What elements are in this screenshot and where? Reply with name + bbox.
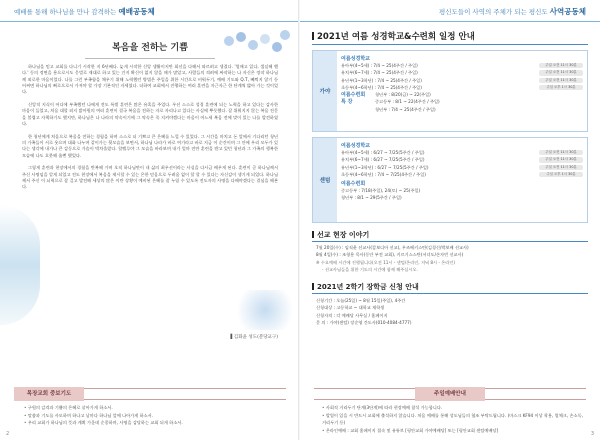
time-badge: 주일 오후 1시 30분 <box>539 85 583 90</box>
gaya-group-special: 특 강 <box>341 99 353 106</box>
essay-body <box>22 64 278 197</box>
list-item: 7월 20일(수) : 임직윤 선교사(캄보디아 선교), 우즈베키스탄(김경신/박보배 선교사) <box>316 245 469 250</box>
prayer-list <box>24 404 284 427</box>
worship-section-band <box>314 388 586 400</box>
list-item: • 구원의 감격과 기쁨의 은혜로 살아가게 하소서. <box>24 404 284 412</box>
schedule-text: 유년부(1~3학년) : 6/27 ~ 7/25(5주간 / 주일) <box>341 164 429 170</box>
list-item: ※ 수요예배 시간에 진행됩니다(오전 11시 - 센텀/온라인, 저녁 8시 - 온라인) <box>316 259 456 265</box>
schedule-text: 중고등부 : 8/1 ~ 22(4주간 / 주일) <box>375 99 440 105</box>
list-item: • 발열이 있을 시 반드시 교회에 출석하지 않습니다. 처음 예배를 통해 성도님들의 협조 부탁드립니다. (마스크 KF94 이상 착용, 열체크, 손소독, 거리두기 등) <box>322 412 588 427</box>
right-page <box>300 0 600 440</box>
time-badge: 주일 오전 11시 30분 <box>539 70 583 75</box>
schedule-text: 청년부 : 7/4 ~ 25(4주간 / 주일) <box>375 106 436 112</box>
mission-title: 선교 현장 이야기 <box>312 230 369 240</box>
essay-title: 복음을 전하는 기쁨 <box>0 40 300 59</box>
left-header-text <box>14 6 155 17</box>
centum-group-vbs: 여름성경학교 <box>341 143 370 149</box>
prayer-section-label: 목장교회 중보기도 <box>14 387 84 401</box>
divider <box>312 293 588 294</box>
time-badge: 주일 오전 11시 30분 <box>539 63 583 68</box>
mission-list <box>316 244 586 273</box>
list-item: • 말씀과 기도를 사모하며 하나고 날마다 하나님 앞에 나아가게 하소서. <box>24 412 284 420</box>
gaya-content <box>341 53 583 113</box>
centum-schedule-box <box>312 137 588 223</box>
gaya-schedule-box <box>312 50 588 132</box>
schedule-text: 초등부(4~6학년) : 7/4 ~ 25(4주간 / 주일) <box>341 84 422 90</box>
right-header-main: 사역공동체 <box>549 7 586 16</box>
worship-section-label: 주일예배안내 <box>415 387 485 401</box>
page-number-right: 3 <box>590 431 594 437</box>
schedule-row <box>341 187 583 194</box>
schedule-text: 중고등부 : 7/18(주일), 24(토) ~ 25(주일) <box>341 188 421 194</box>
prayer-section-band <box>14 388 286 400</box>
right-header <box>300 0 600 22</box>
schedule-row <box>341 149 583 156</box>
essay-paragraph: 신앙적 지식이 어디에 부족했던 나에게 전도 특별 훈련은 많은 유혹을 주었다. 우선 스스로 성경 훈련에 되는 노력을 하고 있다는 감사한 마음이 들었고, 처음 대할 외지 밝아원의 여러 훈련이 결국 복음을 전하는 자로 자리나고 있다는 사실에 뿌듯했다. 잘 위워지지 않는 복음 전문을 불렵고 자책하기도 했지만, 하나님은 나 나라의 약속이기에 그 약속은 꼭 지켜야겠다는 마음이 어느새 복음 전에 맞이 있는 나를 발견하였다. <box>22 101 278 126</box>
schedule-text: 유치부(6~7세) : 6/27 ~ 7/25(5주간 / 주일) <box>341 157 425 163</box>
schedule-row <box>341 77 583 84</box>
centum-tag: 센텀 <box>313 138 337 222</box>
gaya-group-vbs: 여름성경학교 <box>341 56 370 62</box>
schedule-row <box>341 106 583 113</box>
essay-author: ▌김화윤 성도(분당교구) <box>230 335 278 340</box>
scholarship-list <box>316 297 586 326</box>
schedule-text: 초등부(4~6학년) : 7/4 ~ 7/25(4주간 / 주일) <box>341 171 426 177</box>
schedule-row <box>341 91 583 98</box>
divider <box>312 44 588 45</box>
list-item: 8월 4일(수) : 조형용 목사(동안 부전 교회), 키르기스스탄(서녀도/손자빈 선교사) <box>316 252 464 258</box>
time-badge: 주일 오전 11시 30분 <box>539 165 583 170</box>
essay-paragraph: 그렇게 훈련과 현장에서의 경험을 반복해 가며 오직 하나님만이 내 삶의 최우선이라는 사실을 다시금 배우게 된다. 훈련이 곧 하나님께서 주신 사명임을 알게 되었고 전도 현장에서 복음을 제시할 수 있는 은한 믿음으로 두려움 없이 할 할 수 있다는 자신감이 생기게 되었다. 하나님께서 주신 이 뇌력으로 잘 걸고 발전해 세상의 많은 이란 상황이 예비된 은혜를 잘 누릴 수 있도록 전도자의 사명을 다해야겠다는 결심을 해본다. <box>22 165 278 190</box>
list-item: - 선교사님들을 위한 기도의 시간에 함께 해주십시오. <box>322 266 418 272</box>
right-header-sub: 평신도들이 사역의 주체가 되는 평신도 <box>438 8 548 16</box>
wave-decoration <box>0 205 40 325</box>
schedule-row <box>341 194 583 201</box>
time-badge: 주일 오전 11시 30분 <box>539 157 583 162</box>
list-item: • 사회적 거리두기 단계(3단계)에 따라 현장예배 참석 가능합니다. <box>322 404 588 412</box>
list-item: 신청자격 : 각 예배당 사무실 / 홈페이지 <box>316 312 388 318</box>
list-item: • 온라인예배 : 교회 홈페이지 접속 및 유튜브 [평안교회 가야예배당] 또는 [평안교회 센텀예배당] <box>322 427 588 435</box>
essay-paragraph: 하나님을 믿고 교회를 다니기 시작한 지 6년째다. 늦게 시작한 신앙 생활이지만 회선을 다해서 따르려고 생겼다. '열매고 읽다, 셀실해 했다.' 동의 정면을 용으로시도 웅벌로 재대로 하고 있는 건지 확신이 없지 않을 때가 많았고, 사람들의 격려에 짜작하는 나 자신은 정작 하나님께 외로한 마음이었다. 나를 그런 부족함을 채우기 위해 노력했던 방법은 주일을 위한 시간으로 비워두기, 예배 기도와 Q.T, 빼먹지 않기 등 어쩌면 하나님의 뻐로으로서 가져야 할 가장 기본적인 자세였다. 더하여 교회에서 진행하는 여러 훈련을 자근자근 한 단계씩 밟아 가는 것이었다. <box>22 64 278 95</box>
schedule-row <box>341 98 583 105</box>
centum-group-retreat: 여름수련회 <box>341 181 366 188</box>
page-number-left: 2 <box>6 431 10 437</box>
left-header <box>0 0 300 22</box>
time-badge: 주일 오전 11시 30분 <box>539 78 583 83</box>
time-badge: 주일 오후 1시 30분 <box>539 172 583 177</box>
right-header-text <box>439 6 586 17</box>
schedule-text: 유아부(4~5세) : 7/4 ~ 25(4주간 / 주일) <box>341 63 418 68</box>
time-badge: 주일 오전 11시 30분 <box>539 150 583 155</box>
schedule-row <box>341 156 583 163</box>
schedule-text: 유치부(6~7세) : 7/4 ~ 25(4주간 / 주일) <box>341 70 418 76</box>
divider <box>312 241 588 242</box>
schedule-row <box>341 69 583 76</box>
list-item: 문 의 : 가야(센텀) 장순영 간도사(010-4084-4777) <box>316 319 412 325</box>
list-item: 신청대상 : 고등학교 ~ 대학교 재학생 <box>316 305 385 311</box>
scholarship-title: 2021년 2학기 장학금 신청 안내 <box>312 282 419 292</box>
gaya-tag: 가야 <box>313 51 337 131</box>
schedule-text: 청년부 : 8/1 ~ 29(5주간 / 주일) <box>341 195 402 201</box>
schedule-title: 2021년 여름 성경학교&수련회 일정 안내 <box>312 30 475 42</box>
essay-paragraph: 한 청년에게 처음으로 복음을 전하는 경험을 하며 스스로 더 기쁘고 큰 은혜를 느낄 수 있었다. 그 시간을 마치고 돈 앞에서 기다리던 청년의 가족들이 서로 웃으며 대화 나누며 같이가는 뒷모습을 보면서, 하나님 나라가 바로 여기라고 바로 지금 이 순간이며 그 안에 우리 모두가 있다는 생각에 내가나 큰 감동으로 가슴이 벅차올랐다. 할렐루야 그 모습을 바라보며 내가 얼마 전만 훈련을 받고 있던 청년과 그 가족의 행복한 모습에 나도 흐뭇해 울뻔 했었다. <box>22 133 278 158</box>
schedule-row <box>341 84 583 91</box>
wave-decoration-2 <box>230 290 300 330</box>
left-header-sub: 예배를 통해 하나님을 만나 감격하는 <box>14 8 117 16</box>
gaya-group-retreat: 여름수련회 <box>341 92 366 99</box>
schedule-text: 유아부(4~5세) : 6/27 ~ 7/25(5주간 / 주일) <box>341 150 425 155</box>
list-item: • 우리 교회가 하나님의 뜻과 계획 가운데 순종하며, 사명을 감당하는 교회 되게 하소서. <box>24 419 284 427</box>
left-header-main: 예배공동체 <box>118 7 155 16</box>
worship-list <box>322 404 588 434</box>
centum-content <box>341 140 583 202</box>
schedule-text: 유년부(1~3학년) : 7/4 ~ 25(4주간 / 주일) <box>341 77 422 83</box>
schedule-row <box>341 62 583 69</box>
schedule-row <box>341 171 583 178</box>
schedule-text: 청년부 : 8/20(금) ~ 22(주일) <box>375 92 431 98</box>
list-item: 신청기간 : 오늘(25일) ~ 8월 15일(주일), 4주간 <box>316 298 406 303</box>
schedule-row <box>341 164 583 171</box>
